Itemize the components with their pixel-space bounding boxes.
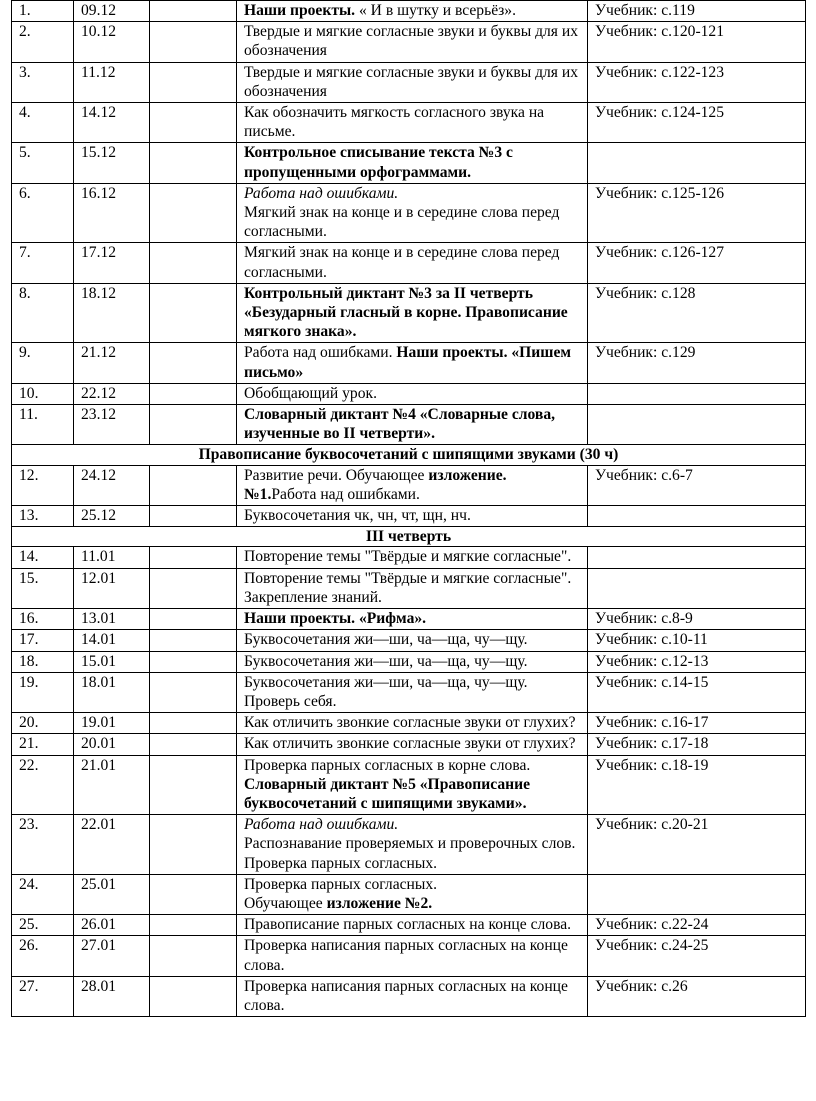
actual-date-cell [150, 465, 237, 505]
lesson-topic [237, 143, 588, 183]
lesson-topic [237, 243, 588, 283]
textbook-reference: Учебник: с.8-9 [588, 609, 806, 630]
lesson-number: 26. [12, 936, 74, 976]
table-row [12, 1, 806, 22]
textbook-reference: Учебник: с.16-17 [588, 713, 806, 734]
lesson-date: 21.01 [74, 755, 150, 815]
lesson-date: 11.01 [74, 547, 150, 568]
topic-text-italic: Работа над ошибками. [244, 816, 399, 834]
table-row [12, 672, 806, 712]
table-row [12, 283, 806, 343]
actual-date-cell [150, 506, 237, 527]
lesson-number: 10. [12, 383, 74, 404]
actual-date-cell [150, 383, 237, 404]
topic-line [244, 203, 582, 241]
topic-text-bold: Контрольное списывание текста №3 с пропущенными орфограммами. [244, 144, 513, 181]
textbook-reference: Учебник: с.119 [588, 1, 806, 22]
table-row [12, 143, 806, 183]
lesson-topic [237, 1, 588, 22]
textbook-reference [588, 506, 806, 527]
topic-line [244, 630, 582, 649]
lesson-topic [237, 874, 588, 914]
topic-text: « И в шутку и всерьёз». [355, 2, 516, 19]
actual-date-cell [150, 672, 237, 712]
lesson-number: 6. [12, 183, 74, 243]
table-row [12, 713, 806, 734]
lesson-number: 15. [12, 568, 74, 608]
actual-date-cell [150, 183, 237, 243]
lesson-date: 19.01 [74, 713, 150, 734]
lesson-date: 14.01 [74, 630, 150, 651]
topic-line [244, 143, 582, 181]
topic-text: Повторение темы "Твёрдые и мягкие согласные". [244, 548, 572, 566]
topic-text: Обучающее [244, 894, 327, 912]
lesson-plan-table [11, 0, 806, 1017]
topic-text: Распознавание проверяемых и проверочных слов. Проверка парных согласных. [244, 835, 576, 872]
topic-line [244, 569, 582, 607]
table-row [12, 547, 806, 568]
topic-line [244, 609, 582, 628]
lesson-topic [237, 506, 588, 527]
lesson-topic [237, 609, 588, 630]
lesson-topic [237, 734, 588, 755]
lesson-date: 20.01 [74, 734, 150, 755]
actual-date-cell [150, 976, 237, 1016]
lesson-number: 16. [12, 609, 74, 630]
topic-text-bold: Наши проекты. «Пишем письмо» [244, 344, 571, 381]
textbook-reference: Учебник: с.24-25 [588, 936, 806, 976]
topic-text-bold: изложение. №1. [244, 466, 507, 503]
actual-date-cell [150, 874, 237, 914]
table-row [12, 62, 806, 102]
lesson-number: 2. [12, 22, 74, 62]
lesson-number: 3. [12, 62, 74, 102]
textbook-reference: Учебник: с.120-121 [588, 22, 806, 62]
actual-date-cell [150, 568, 237, 608]
table-row [12, 874, 806, 914]
table-row [12, 651, 806, 672]
lesson-number: 8. [12, 283, 74, 343]
lesson-date: 12.01 [74, 568, 150, 608]
lesson-number: 27. [12, 976, 74, 1016]
lesson-number: 4. [12, 103, 74, 143]
lesson-topic [237, 103, 588, 143]
table-row [12, 343, 806, 383]
topic-text-bold: Наши проекты. [244, 2, 356, 19]
textbook-reference [588, 547, 806, 568]
lesson-date: 14.12 [74, 103, 150, 143]
lesson-topic [237, 405, 588, 445]
lesson-number: 25. [12, 915, 74, 936]
topic-line [244, 243, 582, 281]
actual-date-cell [150, 343, 237, 383]
table-row [12, 383, 806, 404]
lesson-topic [237, 547, 588, 568]
lesson-number: 23. [12, 815, 74, 875]
topic-line [244, 547, 582, 566]
actual-date-cell [150, 243, 237, 283]
lesson-date: 11.12 [74, 62, 150, 102]
lesson-date: 24.12 [74, 465, 150, 505]
lesson-number: 11. [12, 405, 74, 445]
textbook-reference: Учебник: с.17-18 [588, 734, 806, 755]
topic-line [244, 466, 582, 504]
topic-text: Обобщающий урок. [244, 384, 377, 402]
lesson-topic [237, 22, 588, 62]
actual-date-cell [150, 713, 237, 734]
textbook-reference: Учебник: с.14-15 [588, 672, 806, 712]
topic-line [244, 977, 582, 1015]
lesson-topic [237, 713, 588, 734]
lesson-topic [237, 630, 588, 651]
lesson-date: 22.12 [74, 383, 150, 404]
topic-line [244, 875, 582, 894]
actual-date-cell [150, 405, 237, 445]
lesson-date: 27.01 [74, 936, 150, 976]
topic-text: Проверка парных согласных. [244, 875, 438, 893]
topic-line [244, 815, 582, 834]
lesson-date: 23.12 [74, 405, 150, 445]
topic-text: Как обозначить мягкость согласного звука на письме. [244, 104, 545, 141]
textbook-reference: Учебник: с.125-126 [588, 183, 806, 243]
lesson-topic [237, 672, 588, 712]
table-row [12, 568, 806, 608]
lesson-topic [237, 568, 588, 608]
lesson-date: 25.01 [74, 874, 150, 914]
topic-text: Проверка написания парных согласных на конце слова. [244, 937, 568, 974]
topic-text-bold: Контрольный диктант №3 за II четверть «Безударный гласный в корне. Правописание мягкого знака». [244, 284, 568, 341]
lesson-topic [237, 183, 588, 243]
topic-text: Как отличить звонкие согласные звуки от глухих? [244, 714, 576, 732]
topic-text: Буквосочетания чк, чн, чт, щн, нч. [244, 507, 471, 525]
textbook-reference: Учебник: с.20-21 [588, 815, 806, 875]
topic-text-bold: Словарный диктант №5 «Правописание буквосочетаний с шипящими звуками». [244, 775, 531, 812]
table-row [12, 609, 806, 630]
lesson-number: 21. [12, 734, 74, 755]
topic-text: Буквосочетания жи—ши, ча—ща, чу—щу. Проверь себя. [244, 673, 528, 710]
table-row [12, 734, 806, 755]
topic-line [244, 936, 582, 974]
actual-date-cell [150, 62, 237, 102]
lesson-topic [237, 465, 588, 505]
topic-line [244, 713, 582, 732]
lesson-number: 1. [12, 1, 74, 22]
textbook-reference [588, 568, 806, 608]
table-row [12, 183, 806, 243]
lesson-number: 5. [12, 143, 74, 183]
topic-line [244, 184, 582, 203]
lesson-date: 17.12 [74, 243, 150, 283]
lesson-date: 15.01 [74, 651, 150, 672]
lesson-topic [237, 755, 588, 815]
table-row [12, 243, 806, 283]
actual-date-cell [150, 815, 237, 875]
lesson-date: 22.01 [74, 815, 150, 875]
topic-line [244, 1, 582, 20]
lesson-topic [237, 343, 588, 383]
actual-date-cell [150, 143, 237, 183]
topic-text: Работа над ошибками. [244, 344, 397, 362]
textbook-reference: Учебник: с.122-123 [588, 62, 806, 102]
section-header-row [12, 445, 806, 465]
topic-text: Твердые и мягкие согласные звуки и буквы для их обозначения [244, 23, 579, 60]
textbook-reference: Учебник: с.10-11 [588, 630, 806, 651]
topic-text: Работа над ошибками. [271, 485, 420, 503]
actual-date-cell [150, 734, 237, 755]
lesson-number: 20. [12, 713, 74, 734]
textbook-reference [588, 405, 806, 445]
table-row [12, 22, 806, 62]
textbook-reference: Учебник: с.12-13 [588, 651, 806, 672]
table-row [12, 936, 806, 976]
lesson-number: 14. [12, 547, 74, 568]
textbook-reference: Учебник: с.18-19 [588, 755, 806, 815]
textbook-reference [588, 383, 806, 404]
table-row [12, 103, 806, 143]
lesson-date: 18.01 [74, 672, 150, 712]
topic-text: Проверка написания парных согласных на конце слова. [244, 977, 568, 1014]
textbook-reference: Учебник: с.128 [588, 283, 806, 343]
table-row [12, 915, 806, 936]
section-title: Правописание буквосочетаний с шипящими звуками (30 ч) [12, 445, 806, 465]
topic-line [244, 405, 582, 443]
actual-date-cell [150, 22, 237, 62]
table-row [12, 976, 806, 1016]
lesson-topic [237, 936, 588, 976]
lesson-topic [237, 283, 588, 343]
topic-text: Правописание парных согласных на конце слова. [244, 916, 572, 934]
section-header-row [12, 527, 806, 547]
actual-date-cell [150, 630, 237, 651]
topic-text-bold: изложение №2. [326, 894, 433, 912]
lesson-date: 15.12 [74, 143, 150, 183]
topic-line [244, 284, 582, 342]
topic-line [244, 22, 582, 60]
textbook-reference [588, 143, 806, 183]
topic-text-bold: Наши проекты. «Рифма». [244, 610, 427, 628]
topic-text: Как отличить звонкие согласные звуки от глухих? [244, 735, 576, 753]
lesson-date: 16.12 [74, 183, 150, 243]
lesson-number: 17. [12, 630, 74, 651]
table-row [12, 815, 806, 875]
actual-date-cell [150, 1, 237, 22]
topic-line [244, 756, 582, 775]
topic-line [244, 915, 582, 934]
section-title: III четверть [12, 527, 806, 547]
topic-line [244, 775, 582, 813]
topic-line [244, 506, 582, 525]
topic-line [244, 734, 582, 753]
lesson-date: 18.12 [74, 283, 150, 343]
textbook-reference: Учебник: с.26 [588, 976, 806, 1016]
topic-line [244, 894, 582, 913]
lesson-number: 18. [12, 651, 74, 672]
topic-text-italic: Работа над ошибками. [244, 184, 399, 202]
lesson-plan-body [12, 1, 806, 1017]
textbook-reference: Учебник: с.124-125 [588, 103, 806, 143]
topic-text: Мягкий знак на конце и в середине слова перед согласными. [244, 244, 560, 281]
lesson-number: 24. [12, 874, 74, 914]
topic-text: Буквосочетания жи—ши, ча—ща, чу—щу. [244, 631, 528, 649]
actual-date-cell [150, 103, 237, 143]
actual-date-cell [150, 651, 237, 672]
actual-date-cell [150, 915, 237, 936]
topic-text: Проверка парных согласных в корне слова. [244, 756, 531, 774]
lesson-number: 19. [12, 672, 74, 712]
topic-line [244, 343, 582, 381]
lesson-number: 22. [12, 755, 74, 815]
actual-date-cell [150, 547, 237, 568]
lesson-date: 28.01 [74, 976, 150, 1016]
textbook-reference: Учебник: с.129 [588, 343, 806, 383]
topic-line [244, 63, 582, 101]
lesson-topic [237, 383, 588, 404]
actual-date-cell [150, 283, 237, 343]
topic-text: Повторение темы "Твёрдые и мягкие согласные". Закрепление знаний. [244, 569, 572, 606]
lesson-date: 25.12 [74, 506, 150, 527]
lesson-number: 9. [12, 343, 74, 383]
table-row [12, 506, 806, 527]
lesson-topic [237, 976, 588, 1016]
lesson-date: 21.12 [74, 343, 150, 383]
lesson-date: 13.01 [74, 609, 150, 630]
topic-text: Буквосочетания жи—ши, ча—ща, чу—щу. [244, 652, 528, 670]
lesson-topic [237, 915, 588, 936]
lesson-topic [237, 62, 588, 102]
lesson-date: 10.12 [74, 22, 150, 62]
topic-text: Мягкий знак на конце и в середине слова перед согласными. [244, 204, 560, 241]
lesson-number: 12. [12, 465, 74, 505]
textbook-reference: Учебник: с.22-24 [588, 915, 806, 936]
actual-date-cell [150, 936, 237, 976]
lesson-number: 7. [12, 243, 74, 283]
lesson-topic [237, 651, 588, 672]
topic-text-bold: Словарный диктант №4 «Словарные слова, изученные во II четверти». [244, 406, 556, 443]
actual-date-cell [150, 609, 237, 630]
topic-line [244, 834, 582, 872]
table-row [12, 465, 806, 505]
lesson-date: 09.12 [74, 1, 150, 22]
textbook-reference [588, 874, 806, 914]
topic-text: Твердые и мягкие согласные звуки и буквы для их обозначения [244, 63, 579, 100]
topic-line [244, 103, 582, 141]
textbook-reference: Учебник: с.6-7 [588, 465, 806, 505]
lesson-date: 26.01 [74, 915, 150, 936]
topic-line [244, 384, 582, 403]
topic-text: Развитие речи. Обучающее [244, 466, 429, 484]
topic-line [244, 673, 582, 711]
topic-line [244, 652, 582, 671]
table-row [12, 755, 806, 815]
actual-date-cell [150, 755, 237, 815]
lesson-topic [237, 815, 588, 875]
lesson-number: 13. [12, 506, 74, 527]
textbook-reference: Учебник: с.126-127 [588, 243, 806, 283]
lesson-plan-page [11, 0, 805, 1017]
table-row [12, 630, 806, 651]
table-row [12, 405, 806, 445]
